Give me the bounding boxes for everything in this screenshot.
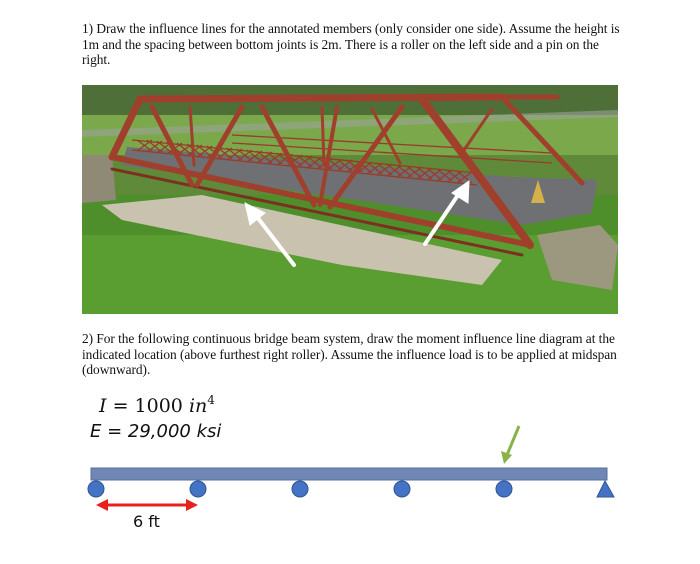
- problem-2-text: 2) For the following continuous bridge beam system, draw the moment influence line diagram at the indicated location (above furthest right roller). Assume the influence load is to be applied at midspan (downward).: [82, 331, 617, 377]
- beam: [91, 468, 607, 480]
- span-dimension-label: 6 ft: [133, 512, 160, 531]
- roller-support-1: [88, 481, 104, 497]
- problem-1-text: 1) Draw the influence lines for the annotated members (only consider one side). Assume the height is 1m and the spacing between bottom joints is 2m. There is a roller on the left side and a pin on the right.: [82, 21, 620, 67]
- roller-support-3: [292, 481, 308, 497]
- location-indicator-arrow: [501, 426, 519, 464]
- span-dimension-arrow: [96, 499, 198, 511]
- roller-support-2: [190, 481, 206, 497]
- roller-support-5: [496, 481, 512, 497]
- elastic-modulus-label: E = 29,000 ksi: [90, 421, 222, 442]
- moment-of-inertia-label: I = 1000 $in^4$: [99, 393, 215, 417]
- pin-support: [597, 481, 614, 497]
- roller-support-4: [394, 481, 410, 497]
